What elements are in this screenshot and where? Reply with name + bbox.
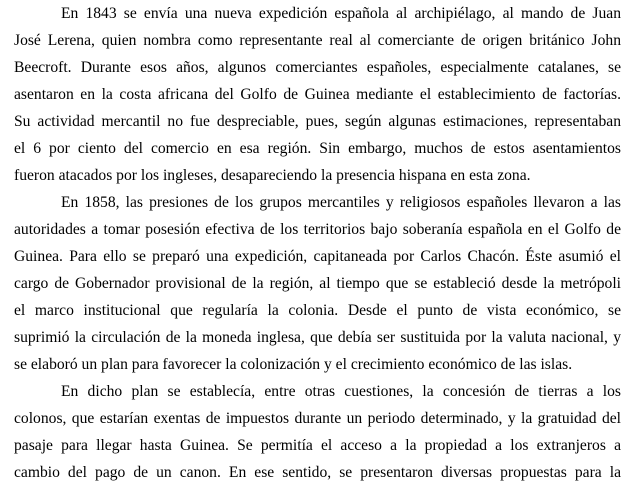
text-line: cambio del pago de un canon. En ese sentido, se presentaron diversas propuestas para la [14, 464, 621, 481]
text-line: pasaje para llegar hasta Guinea. Se permitía el acceso a la propiedad a los extranjeros a [14, 437, 621, 454]
text-line: Su actividad mercantil no fue despreciable, pues, según algunas estimaciones, representaban [14, 113, 621, 130]
text-line: suprimió la circulación de la moneda inglesa, que debía ser sustituida por la valuta nacional, y [14, 329, 621, 346]
text-line: se elaboró un plan para favorecer la colonización y el crecimiento económico de las islas. [14, 356, 573, 373]
text-line: En 1858, las presiones de los grupos mercantiles y religiosos españoles llevaron a las [61, 194, 621, 211]
text-line: En dicho plan se establecía, entre otras cuestiones, la concesión de tierras a los [61, 383, 621, 400]
text-line: asentaron en la costa africana del Golfo de Guinea mediante el establecimiento de factorías. [14, 86, 621, 103]
paragraph-1843-expedition [14, 0, 621, 189]
text-line: colonos, que estarían exentas de impuestos durante un periodo determinado, y la gratuidad del [14, 410, 621, 427]
text-line: fueron atacados por los ingleses, desapareciendo la presencia hispana en esta zona. [14, 167, 531, 184]
text-line: Guinea. Para ello se preparó una expedición, capitaneada por Carlos Chacón. Éste asumió el [14, 248, 621, 265]
text-line: Beecroft. Durante esos años, algunos comerciantes españoles, especialmente catalanes, se [14, 59, 621, 76]
text-line: el marco institucional que regularía la colonia. Desde el punto de vista económico, se [14, 302, 621, 319]
text-line: cargo de Gobernador provisional de la región, al tiempo que se estableció desde la metrópoli [14, 275, 621, 292]
text-line: autoridades a tomar posesión efectiva de los territorios bajo soberanía española en el Golfo de [14, 221, 621, 238]
paragraph-plan-details [14, 378, 621, 486]
paragraph-1858-colonization [14, 189, 621, 378]
text-line: el 6 por ciento del comercio en esa región. Sin embargo, muchos de estos asentamientos [14, 140, 621, 157]
text-line: En 1843 se envía una nueva expedición española al archipiélago, al mando de Juan [61, 5, 621, 22]
text-line: José Lerena, quien nombra como representante real al comerciante de origen británico John [14, 32, 621, 49]
